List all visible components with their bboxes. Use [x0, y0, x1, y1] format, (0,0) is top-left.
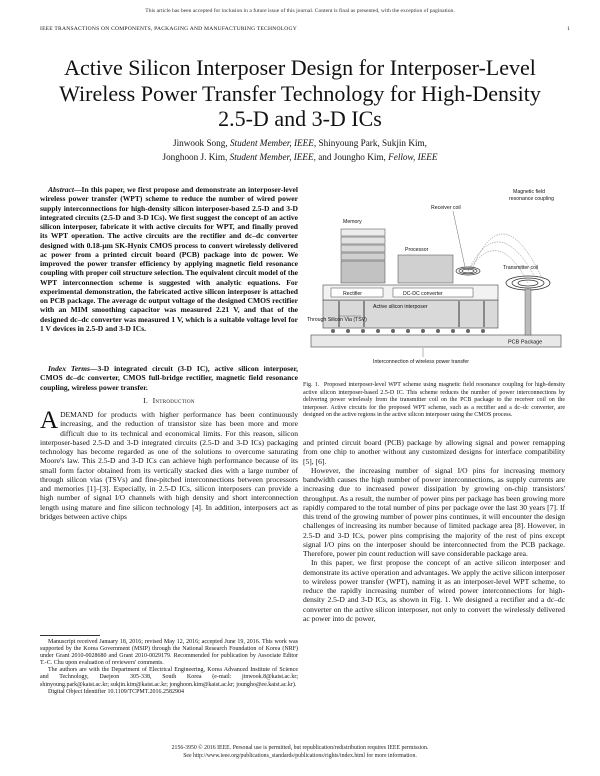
- figure-caption-text: Proposed interposer-level WPT scheme using magnetic field resonance coupling for high-density active silicon interposer-based 2.5-D IC. This scheme reduces the number of power interconnections by delivering power wirelessly from the transmitter coil on the PCB package to the receiver coil on the interposer. Active circuits for the proposed WPT scheme, such as a rectifier and a dc–dc converter, are designed on the active regions in the active silicon interposer using the CMOS process.: [303, 382, 566, 419]
- running-header: [40, 26, 570, 32]
- transmitter-post: [525, 289, 531, 335]
- abstract-label: Abstract: [48, 185, 74, 194]
- memory-label: Memory: [343, 219, 362, 225]
- figure-1-diagram: [303, 185, 565, 380]
- paragraph-3: In this paper, we first propose the concept of an active silicon interposer and demonstrate its active operation and advantages. We apply the active silicon interposer to wireless power transfer (WPT), naming it as an interposer-level WPT scheme, to reduce the rapidly increasing number of wired power interconnections for high-density 2.5-D and 3-D ICs, as shown in Fig. 1. We designed a rectifier and a dc–dc converter on the active silicon interposer, not only to convert the wirelessly delivered ac power into dc power,: [303, 558, 565, 623]
- page-number: 1: [567, 26, 570, 32]
- copyright-line: 2156-3950 © 2016 IEEE. Personal use is permitted, but republication/redistribution requires IEEE permission.: [171, 745, 429, 751]
- rights-info-line: See http://www.ieee.org/publications_standards/publications/rights/index.html for more information.: [183, 752, 417, 759]
- index-terms-label: Index Terms: [48, 364, 90, 373]
- footnote-doi: Digital Object Identifier 10.1109/TCPMT.2016.2582904: [48, 688, 184, 695]
- index-terms-text: —3-D integrated circuit (3-D IC), active silicon interposer, CMOS dc–dc converter, CMOS full-bridge rectifier, magnetic field resonance coupling, wireless power transfer.: [40, 364, 298, 392]
- intro-first-word: DEMAND: [60, 410, 94, 419]
- footnote: [40, 639, 298, 696]
- paragraph-1: and printed circuit board (PCB) package by allowing signal and power remapping from one chip to another without any customized designs for interface compatibility [5], [6].: [303, 438, 565, 466]
- abstract-text: —In this paper, we first propose and demonstrate an interposer-level wireless power transfer (WPT) scheme to reduce the number of wired power supply interconnections for high-density silicon interposer-based 2.5-D and 3-D integrated circuits (2.5-D and 3-D ICs). We first suggest the concept of an active silicon interposer, fabricate it with active circuits for WPT, and finally proved its WPT operation. The active circuits are the rectifier and dc–dc converter designed with 0.18-μm SK-Hynix CMOS process to convert wirelessly delivered ac power from a printed circuit board (PCB) package into dc power. We improved the power transfer efficiency by applying magnetic field resonance coupling with proper coil structure selection. The equivalent circuit model of the WPT interconnection scheme is suggested with analytic equations. For experimental demonstration, the fabricated active silicon interposer is attached on PCB package. The average dc output voltage of the designed CMOS rectifier with an MIM smoothing capacitor was measured 2.21 V, and that of the designed dc–dc converter was measured 1 V, which is a suitable voltage level for 1 V devices in 2.5-D and 3-D ICs.: [40, 185, 298, 333]
- tsv-label: Through Silicon Via (TSV): [307, 317, 367, 323]
- right-column-text: [303, 438, 565, 623]
- drop-cap: A: [40, 407, 59, 434]
- author-list: [40, 137, 560, 164]
- memory-stack: [341, 229, 385, 283]
- footnote-received: Manuscript received January 18, 2016; revised May 12, 2016; accepted June 19, 2016. This work was supported by the Korea Government (MSIP) through the National Research Foundation of Korea (NRF) under Grant 2010-0028680 and Grant 2010-0029179. Recommended for publication by Associate Editor T.-C. Chu upon evaluation of reviewers' comments.: [40, 639, 298, 667]
- rectifier-label: Rectifier: [343, 290, 363, 297]
- receiver-coil-label: Receiver coil: [431, 205, 461, 211]
- abstract: [40, 185, 298, 333]
- paragraph-2: However, the increasing number of signal I/O pins for increasing memory bandwidth causes the high number of power interconnections, as supply currents are increasing due to increased power dissipation by growing on-chip transistors' throughput. As a result, the number of power pins per package has been growing more rapidly compared to the total number of pins per package over the last 30 years [7]. If this trend of the growing number of power pins continues, it will encounter the design challenges of increasing its number because of limited package area [8]. However, in 2.5-D and 3-D ICs, power pins comprising the majority of the rest of pins except signal I/O pins on the interposer should be interconnected from the PCB package. Therefore, power pin count reduction will save considerable package area.: [303, 465, 565, 558]
- processor-label: Processor: [405, 247, 429, 253]
- journal-name: IEEE TRANSACTIONS ON COMPONENTS, PACKAGING AND MANUFACTURING TECHNOLOGY: [40, 26, 298, 32]
- paper-title: Active Silicon Interposer Design for Interposer-Level Wireless Power Transfer Technology for High-Density 2.5-D and 3-D ICs: [59, 55, 541, 131]
- transmitter-coil-label: Transmitter coil: [503, 265, 539, 271]
- magnetic-field-lines: [468, 234, 543, 283]
- author-line-2: Jonghoon J. Kim, Student Member, IEEE, and Joungho Kim, Fellow, IEEE: [162, 151, 438, 162]
- introduction-text: ADEMAND for products with higher performance has been continuously increasing, and the reduction of transistor size has been more and more difficult due to its technical and economical limits. For this reason, silicon interposer-based 2.5-D and 3-D integrated circuits (2.5-D and 3-D ICs) packaging technology has become regarded as one of the solutions to overcome saturating Moore's law. This 2.5-D and 3-D ICs can achieve high performance because of its small form factor obtained from its vertically stacked dies with a large number of through silicon vias (TSVs) and fine-pitched interconnections between processors and memories [1]–[3]. Especially, in 2.5-D ICs, silicon interposers can provide a high number of signal I/O channels with high density and short interconnection length using mature and fine silicon technology [4]. In addition, interposers act as bridges between active chips: [40, 407, 298, 521]
- resonance-coupling-label: resonance coupling: [509, 196, 554, 202]
- dcdc-label: DC-DC converter: [403, 290, 443, 297]
- magnetic-field-label: Magnetic field: [513, 189, 546, 195]
- acceptance-notice: This article has been accepted for inclusion in a future issue of this journal. Content is final as presented, with the exception of pagination.: [145, 8, 455, 14]
- copyright-footer: [0, 745, 600, 760]
- author-line-1: Jinwook Song, Student Member, IEEE, Shinyoung Park, Sukjin Kim,: [173, 138, 427, 148]
- section-heading: I. Introduction: [143, 396, 195, 405]
- figure-caption-label: Fig. 1.: [303, 382, 320, 388]
- footnote-rule: [40, 635, 100, 636]
- figure-caption: [303, 382, 565, 420]
- package-bumps: [331, 329, 485, 333]
- index-terms: [40, 364, 298, 392]
- pcb-label: PCB Package: [508, 339, 543, 346]
- processor-chip: [398, 255, 453, 283]
- interconnection-label: Interconnection of wireless power transfer: [373, 359, 470, 365]
- footnote-affiliation: The authors are with the Department of Electrical Engineering, Korea Advanced Institute of Science and Technology, Daejeon 305-338, South Korea (e-mail: jinwook.8@kaist.ac.kr; shinyoung.park@kaist.ac.kr; sukjin.kim@kaist.ac.kr; jonghoon.kim@kaist.ac.kr; joungho@ee.kaist.ac.kr).: [40, 667, 298, 688]
- active-interposer-label: Active silicon interposer: [373, 304, 428, 310]
